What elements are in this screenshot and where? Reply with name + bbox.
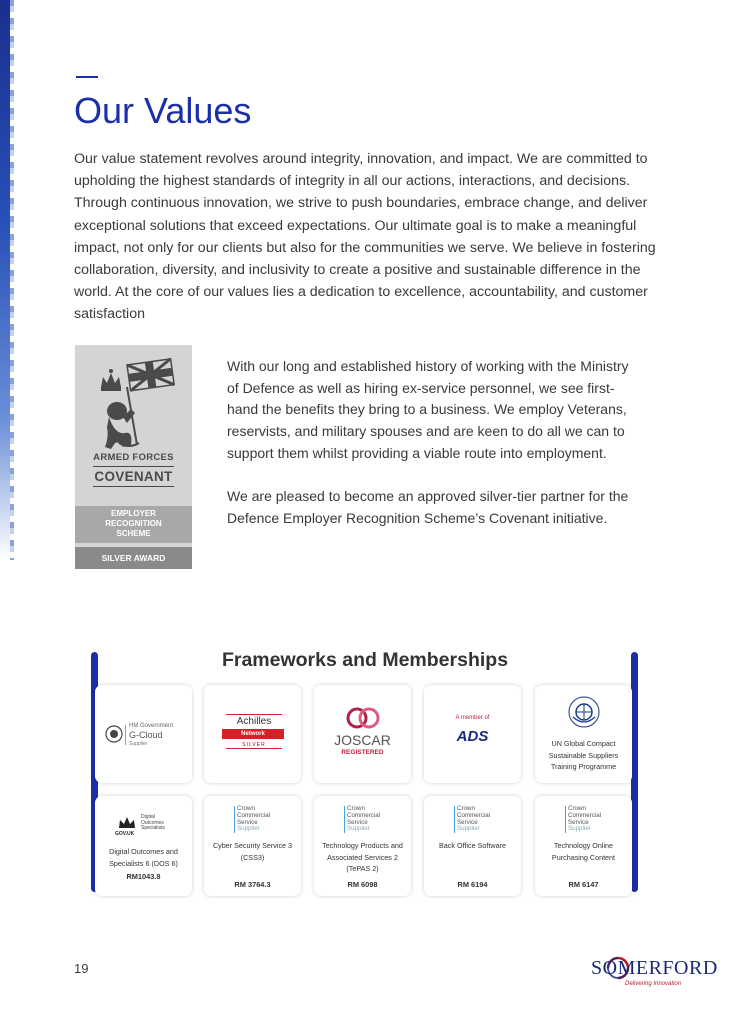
ads-member-label: A member of [455, 715, 490, 721]
framework-caption: Back Office Software [439, 841, 506, 850]
ads-card [424, 685, 521, 783]
ccs-line: Supplier [568, 825, 591, 833]
brand-tagline: Delivering Innovation [625, 981, 682, 987]
defence-paragraph-2: We are pleased to become an approved silver-tier partner for the Defence Employer Recognition Scheme’s Covenant initiative. [227, 488, 629, 526]
badge-divider [93, 466, 174, 467]
achilles-band: Network [222, 729, 284, 739]
achilles-tier: SILVER [226, 742, 282, 749]
values-statement: Our value statement revolves around integrity, innovation, and impact. We are committed to upholding the highest standards of integrity in all our actions, interactions, and decisions. Through continuous innovation, we strive to push boundaries, embrace change, and deliver exceptional solutions that exceed expectations. Our ultimate goal is to make a meaningful impact, not only for our clients but also for the communities we serve. We believe in fostering collaboration, diversity, and inclusivity to create a positive and sustainable difference in the world. At the core of our values lies a dedication to excellence, accountability, and customer satisfaction [74, 151, 656, 323]
framework-ref: RM 6098 [347, 880, 378, 889]
dos6-card [95, 796, 192, 896]
online-purchasing-card [535, 796, 632, 896]
gcloud-line2: G-Cloud [129, 730, 163, 740]
dos-logo-line: Digital [141, 814, 155, 820]
lion-flag-emblem-icon [89, 357, 179, 457]
dos-logo-line: Specialists [141, 825, 165, 831]
framework-caption: Cyber Security Service 3 (CSS3) [212, 841, 293, 862]
ccs-line: Commercial [568, 811, 602, 819]
tepas2-card [314, 796, 411, 896]
ccs-line: Service [237, 818, 258, 826]
ccs-logo [234, 806, 270, 833]
ccs-line: Crown [568, 805, 586, 812]
un-global-compact-caption: UN Global Compact Sustainable Suppliers Training Programme [548, 739, 619, 771]
badge-scheme-line: SCHEME [116, 529, 151, 538]
ccs-logo [344, 806, 380, 833]
ccs-line: Commercial [347, 811, 381, 819]
ccs-line: Commercial [457, 811, 491, 819]
un-globe-icon [567, 695, 601, 729]
govuk-crown-icon [117, 814, 137, 830]
gcloud-line3: Supplier [129, 741, 148, 747]
ccs-line: Crown [237, 805, 255, 812]
dos-logo-line: Outcomes [141, 819, 164, 826]
framework-ref: RM 6147 [568, 880, 599, 889]
govuk-mark: GOV.UK [115, 831, 135, 837]
armed-forces-covenant-badge [75, 345, 192, 569]
back-office-card [424, 796, 521, 896]
frameworks-accent-bar-right [631, 652, 638, 892]
page-number: 19 [74, 961, 89, 976]
badge-scheme-line: RECOGNITION [105, 519, 162, 528]
css3-card [204, 796, 301, 896]
gcloud-divider [125, 725, 126, 745]
joscar-name: JOSCAR [334, 732, 391, 748]
joscar-card [314, 685, 411, 783]
badge-award-label: SILVER AWARD [75, 547, 192, 569]
ccs-line: Supplier [347, 825, 370, 833]
defence-paragraph-1: With our long and established history of working with the Ministry of Defence as well as hiring ex-service personnel, we see first-hand the benefits they bring to a business. We employ Veterans, reservists, and military spouses and are keen to do all we can to support them whilst providing a viable route into employment. [227, 358, 629, 461]
somerford-logo [585, 954, 718, 990]
achilles-card [204, 685, 301, 783]
title-accent-dash [76, 76, 98, 78]
dos-logo-text [141, 815, 165, 832]
ccs-line: Service [347, 818, 368, 826]
page-title: Our Values [74, 90, 252, 131]
un-global-compact-card [535, 685, 632, 783]
ccs-line: Supplier [457, 825, 480, 833]
gcloud-card [95, 685, 192, 783]
crest-icon [105, 725, 123, 743]
joscar-registered: REGISTERED [341, 749, 384, 756]
badge-divider [93, 486, 174, 487]
framework-ref: RM 6194 [457, 880, 488, 889]
ccs-logo [454, 806, 490, 833]
badge-title-line1: ARMED FORCES [93, 452, 174, 463]
ccs-line: Commercial [237, 811, 271, 819]
ccs-line: Service [568, 818, 589, 826]
frameworks-title: Frameworks and Memberships [221, 649, 509, 671]
framework-caption: Technology Online Purchasing Content [551, 841, 616, 862]
framework-caption: Digital Outcomes and Specialists 6 (DOS 6) [109, 847, 178, 868]
framework-ref: RM1043.8 [126, 872, 161, 881]
badge-scheme-label [75, 506, 192, 543]
framework-ref: RM 3764.3 [234, 880, 271, 889]
joscar-rings-icon [344, 707, 382, 729]
ccs-line: Crown [347, 805, 365, 812]
badge-scheme-line: EMPLOYER [111, 509, 156, 518]
ccs-line: Supplier [237, 825, 260, 833]
side-decoration-pixels [10, 0, 14, 560]
framework-caption: Technology Products and Associated Services 2 (TePAS 2) [322, 841, 403, 873]
defence-support-text [227, 356, 637, 530]
gcloud-line1: HM Government [129, 723, 174, 729]
brand-name: SOMERFORD [591, 957, 718, 979]
ads-name: ADS [456, 728, 489, 745]
achilles-name: Achilles [226, 714, 282, 727]
ccs-line: Crown [457, 805, 475, 812]
side-decoration-stripe [0, 0, 10, 560]
badge-title-line2: COVENANT [94, 469, 173, 484]
ccs-line: Service [457, 818, 478, 826]
ccs-logo [565, 806, 601, 833]
